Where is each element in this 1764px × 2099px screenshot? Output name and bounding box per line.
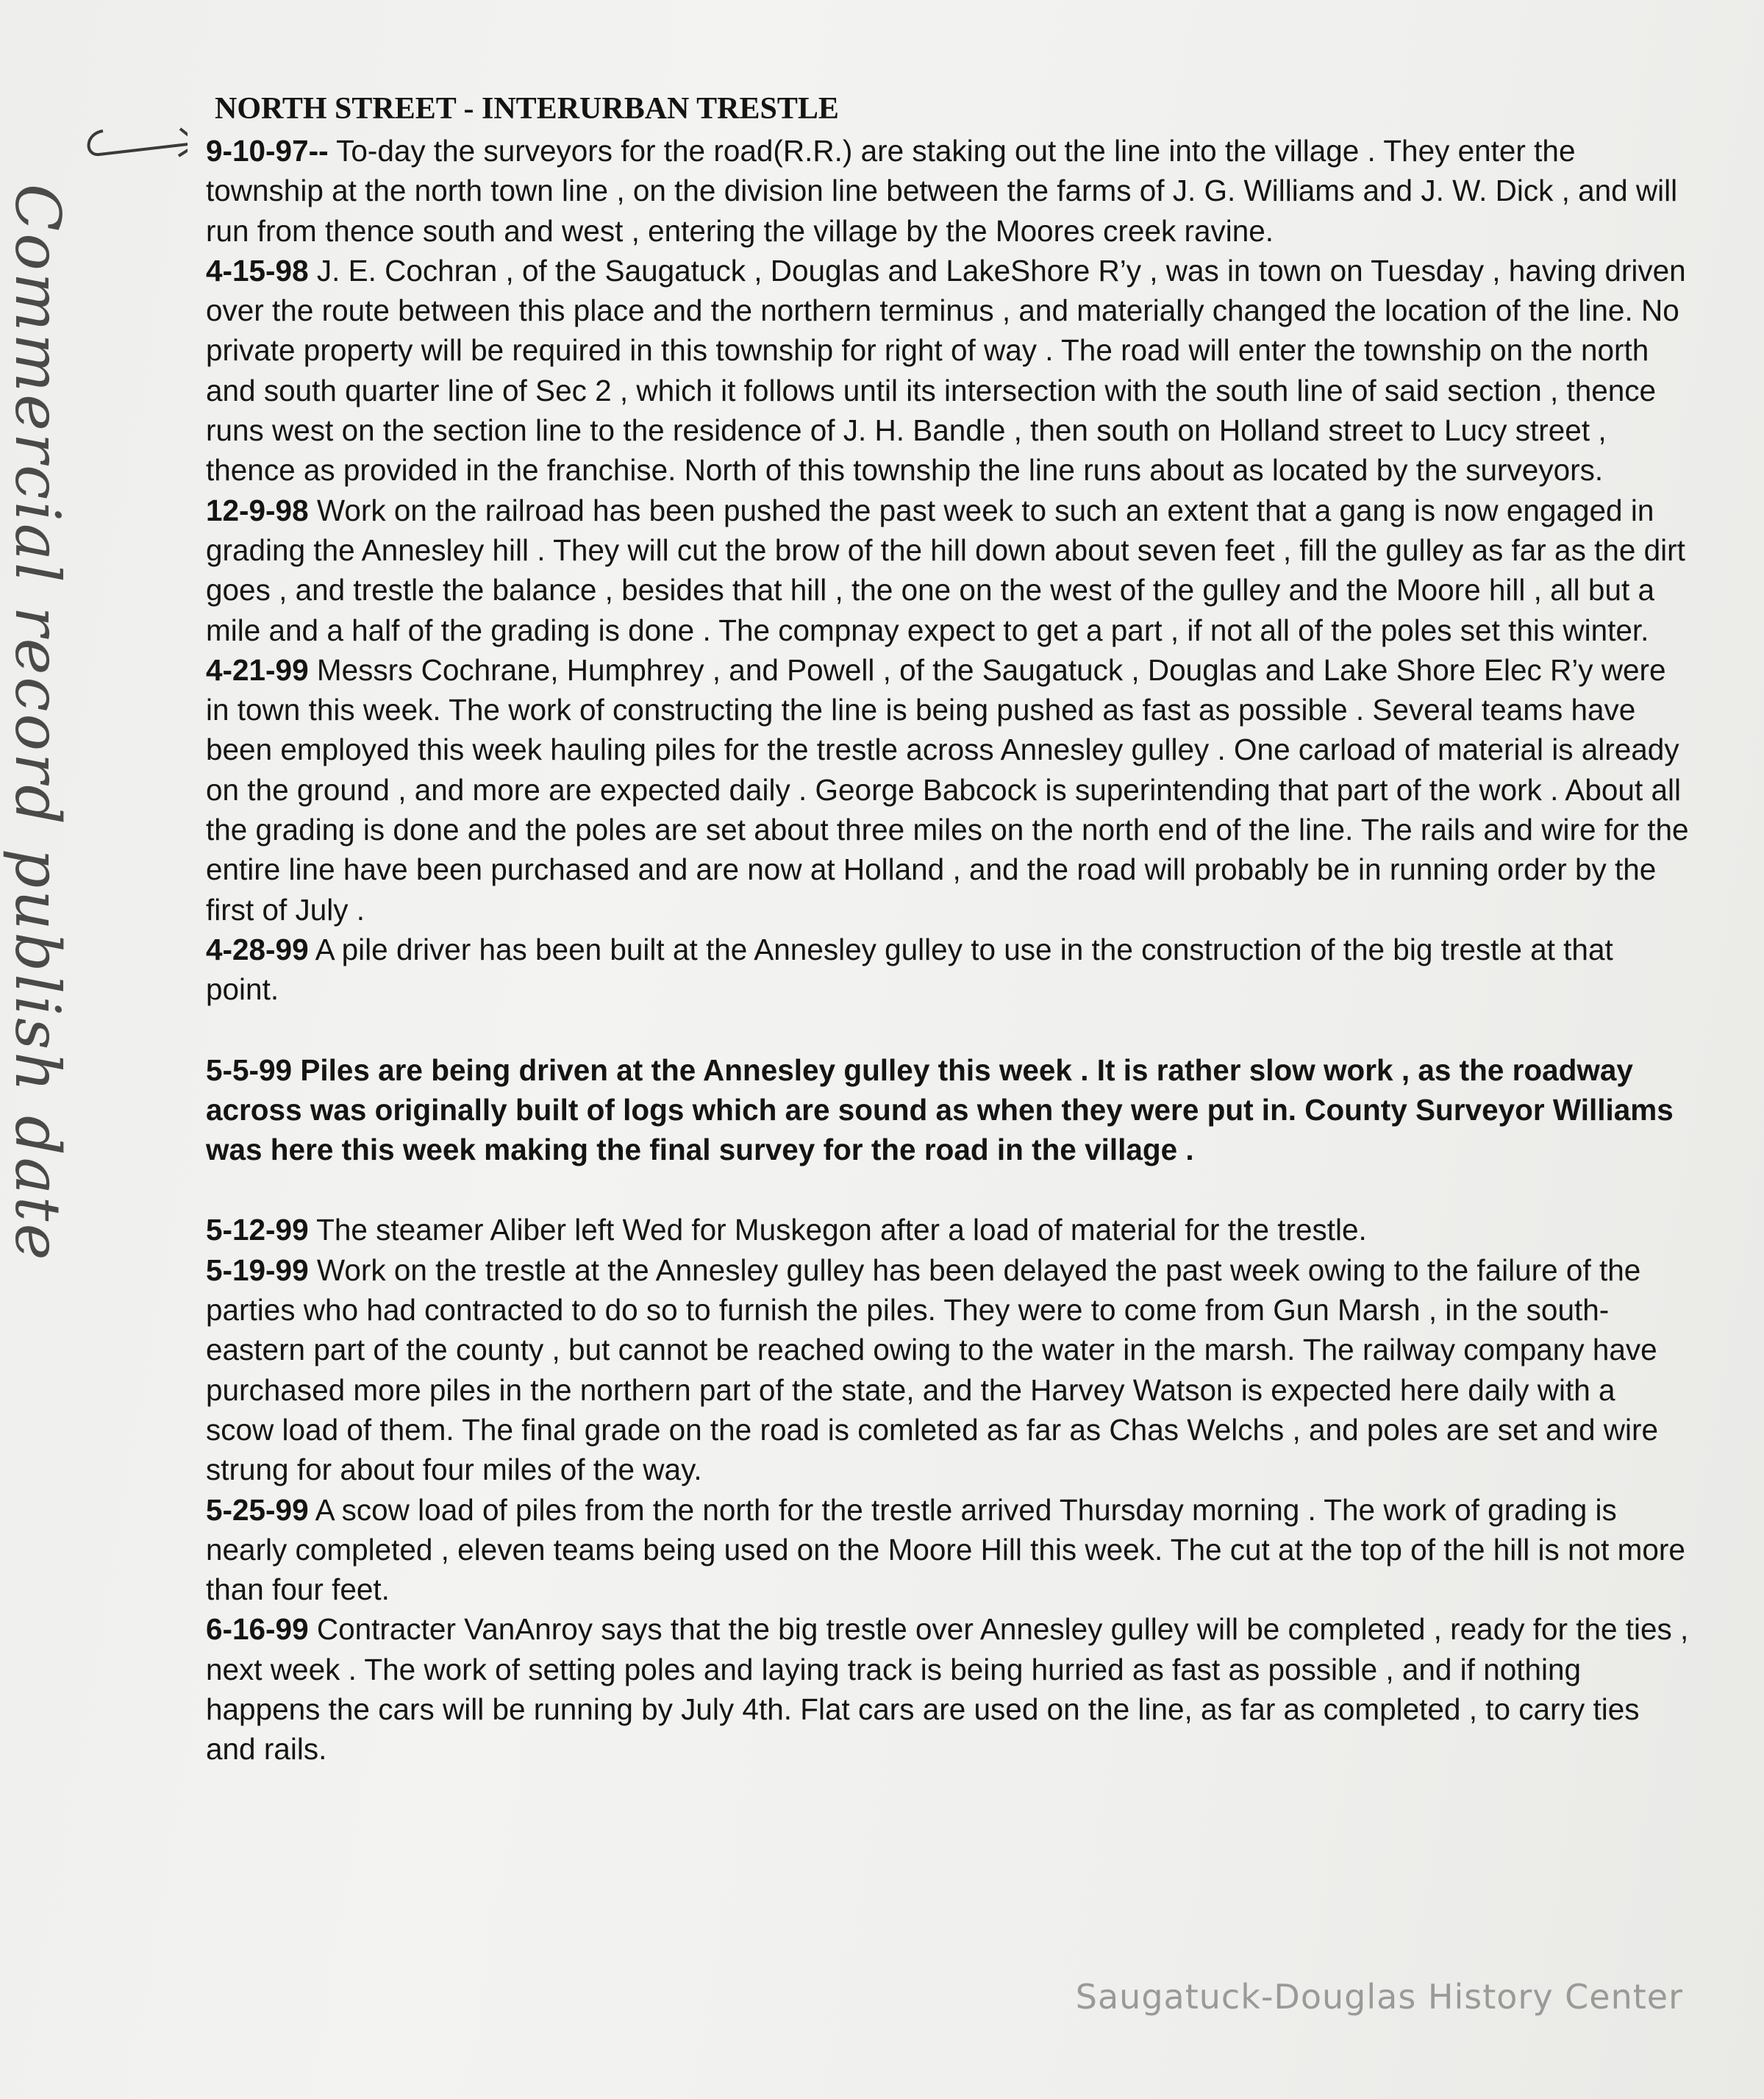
- entry-5-12-99: [206, 1210, 1691, 1250]
- entry-text: A pile driver has been built at the Annesley gulley to use in the construction of the big trestle at that point.: [206, 932, 1613, 1007]
- entry-text: A scow load of piles from the north for the trestle arrived Thursday morning . The work of grading is nearly completed , eleven teams being used on the Moore Hill this week. The cut at the top of the hill is not more than four feet.: [206, 1492, 1685, 1607]
- entry-date: 6-16-99: [206, 1612, 309, 1647]
- entry-text: Messrs Cochrane, Humphrey , and Powell , of the Saugatuck , Douglas and Lake Shore Elec R’y were in town this week. The work of constructing the line is being pushed as fast as possible . Several teams have been employed this week hauling piles for the trestle across Annesley gulley . One carload of material is already on the ground , and more are expected daily . George Babcock is superintending that part of the work . About all the grading is done and the poles are set about three miles on the north end of the line. The rails and wire for the entire line have been purchased and are now at Holland , and the road will probably be in running order by the first of July .: [206, 652, 1689, 927]
- entry-4-15-98: [206, 251, 1691, 491]
- entry-date: 5-19-99: [206, 1252, 309, 1287]
- paragraph-gap: [206, 1010, 1691, 1050]
- document-title: NORTH STREET - INTERURBAN TRESTLE: [215, 92, 839, 126]
- entry-date: 5-12-99: [206, 1213, 309, 1247]
- entry-text: Work on the trestle at the Annesley gulley has been delayed the past week owing to the failure of the parties who had contracted to do so to furnish the piles. They were to come from Gun Marsh , in the south-eastern part of the county , but cannot be reached owing to the water in the marsh. The railway company have purchased more piles in the northern part of the state, and the Harvey Watson is expected here daily with a scow load of them. The final grade on the road is comleted as far as Chas Welchs , and poles are set and wire strung for about four miles of the way.: [206, 1252, 1659, 1487]
- entry-5-25-99: [206, 1490, 1691, 1610]
- entry-date: 12-9-98: [206, 493, 309, 527]
- entry-text: The steamer Aliber left Wed for Muskegon after a load of material for the trestle.: [308, 1213, 1367, 1247]
- handwritten-side-note: Commercial record publish date: [1, 184, 74, 1263]
- entry-date: 4-15-98: [206, 253, 309, 288]
- entry-text: J. E. Cochran , of the Saugatuck , Douglas and LakeShore R’y , was in town on Tuesday , having driven over the route between this place and the northern terminus , and materially changed the location of the line. No private property will be required in this township for right of way . The road will enter the township on the north and south quarter line of Sec 2 , which it follows until its intersection with the south line of said section , thence runs west on the section line to the residence of J. H. Bandle , then south on Holland street to Lucy street , thence as provided in the franchise. North of this township the line runs about as located by the surveyors.: [206, 253, 1686, 488]
- entry-6-16-99: [206, 1609, 1691, 1769]
- entry-5-19-99: [206, 1250, 1691, 1490]
- entry-text: Work on the railroad has been pushed the past week to such an extent that a gang is now engaged in grading the Annesley hill . They will cut the brow of the hill down about seven feet , fill the gulley as far as the dirt goes , and trestle the balance , besides that hill , the one on the west of the gulley and the Moore hill , all but a mile and a half of the grading is done . The compnay expect to get a part , if not all of the poles set this winter.: [206, 493, 1685, 647]
- entry-text: To-day the surveyors for the road(R.R.) are staking out the line into the village . They enter the township at the north town line , on the division line between the farms of J. G. Williams and J. W. Dick , and will run from thence south and west , entering the village by the Moores creek ravine.: [206, 134, 1678, 248]
- entry-text: Contracter VanAnroy says that the big trestle over Annesley gulley will be completed , ready for the ties , next week . The work of setting poles and laying track is being hurried as fast as possible , and if nothing happens the cars will be running by July 4th. Flat cars are used on the line, as far as completed , to carry ties and rails.: [206, 1612, 1689, 1767]
- entry-date: 4-21-99: [206, 652, 309, 687]
- entry-date: 4-28-99: [206, 932, 309, 966]
- watermark: Saugatuck-Douglas History Center: [1075, 1977, 1683, 2017]
- entry-12-9-98: [206, 491, 1691, 650]
- document-body: [206, 90, 1691, 1770]
- entry-date: 9-10-97--: [206, 134, 329, 168]
- entry-4-21-99: [206, 650, 1691, 930]
- entry-9-10-97: [206, 131, 1691, 251]
- paragraph-gap: [206, 1169, 1691, 1210]
- entry-4-28-99: [206, 930, 1691, 1010]
- entry-date: 5-25-99: [206, 1492, 309, 1527]
- entry-5-5-99: 5-5-99 Piles are being driven at the Annesley gulley this week . It is rather slow work , as the roadway across was originally built of logs which are sound as when they were put in. County Surveyor Williams was here this week making the final survey for the road in the village .: [206, 1052, 1674, 1167]
